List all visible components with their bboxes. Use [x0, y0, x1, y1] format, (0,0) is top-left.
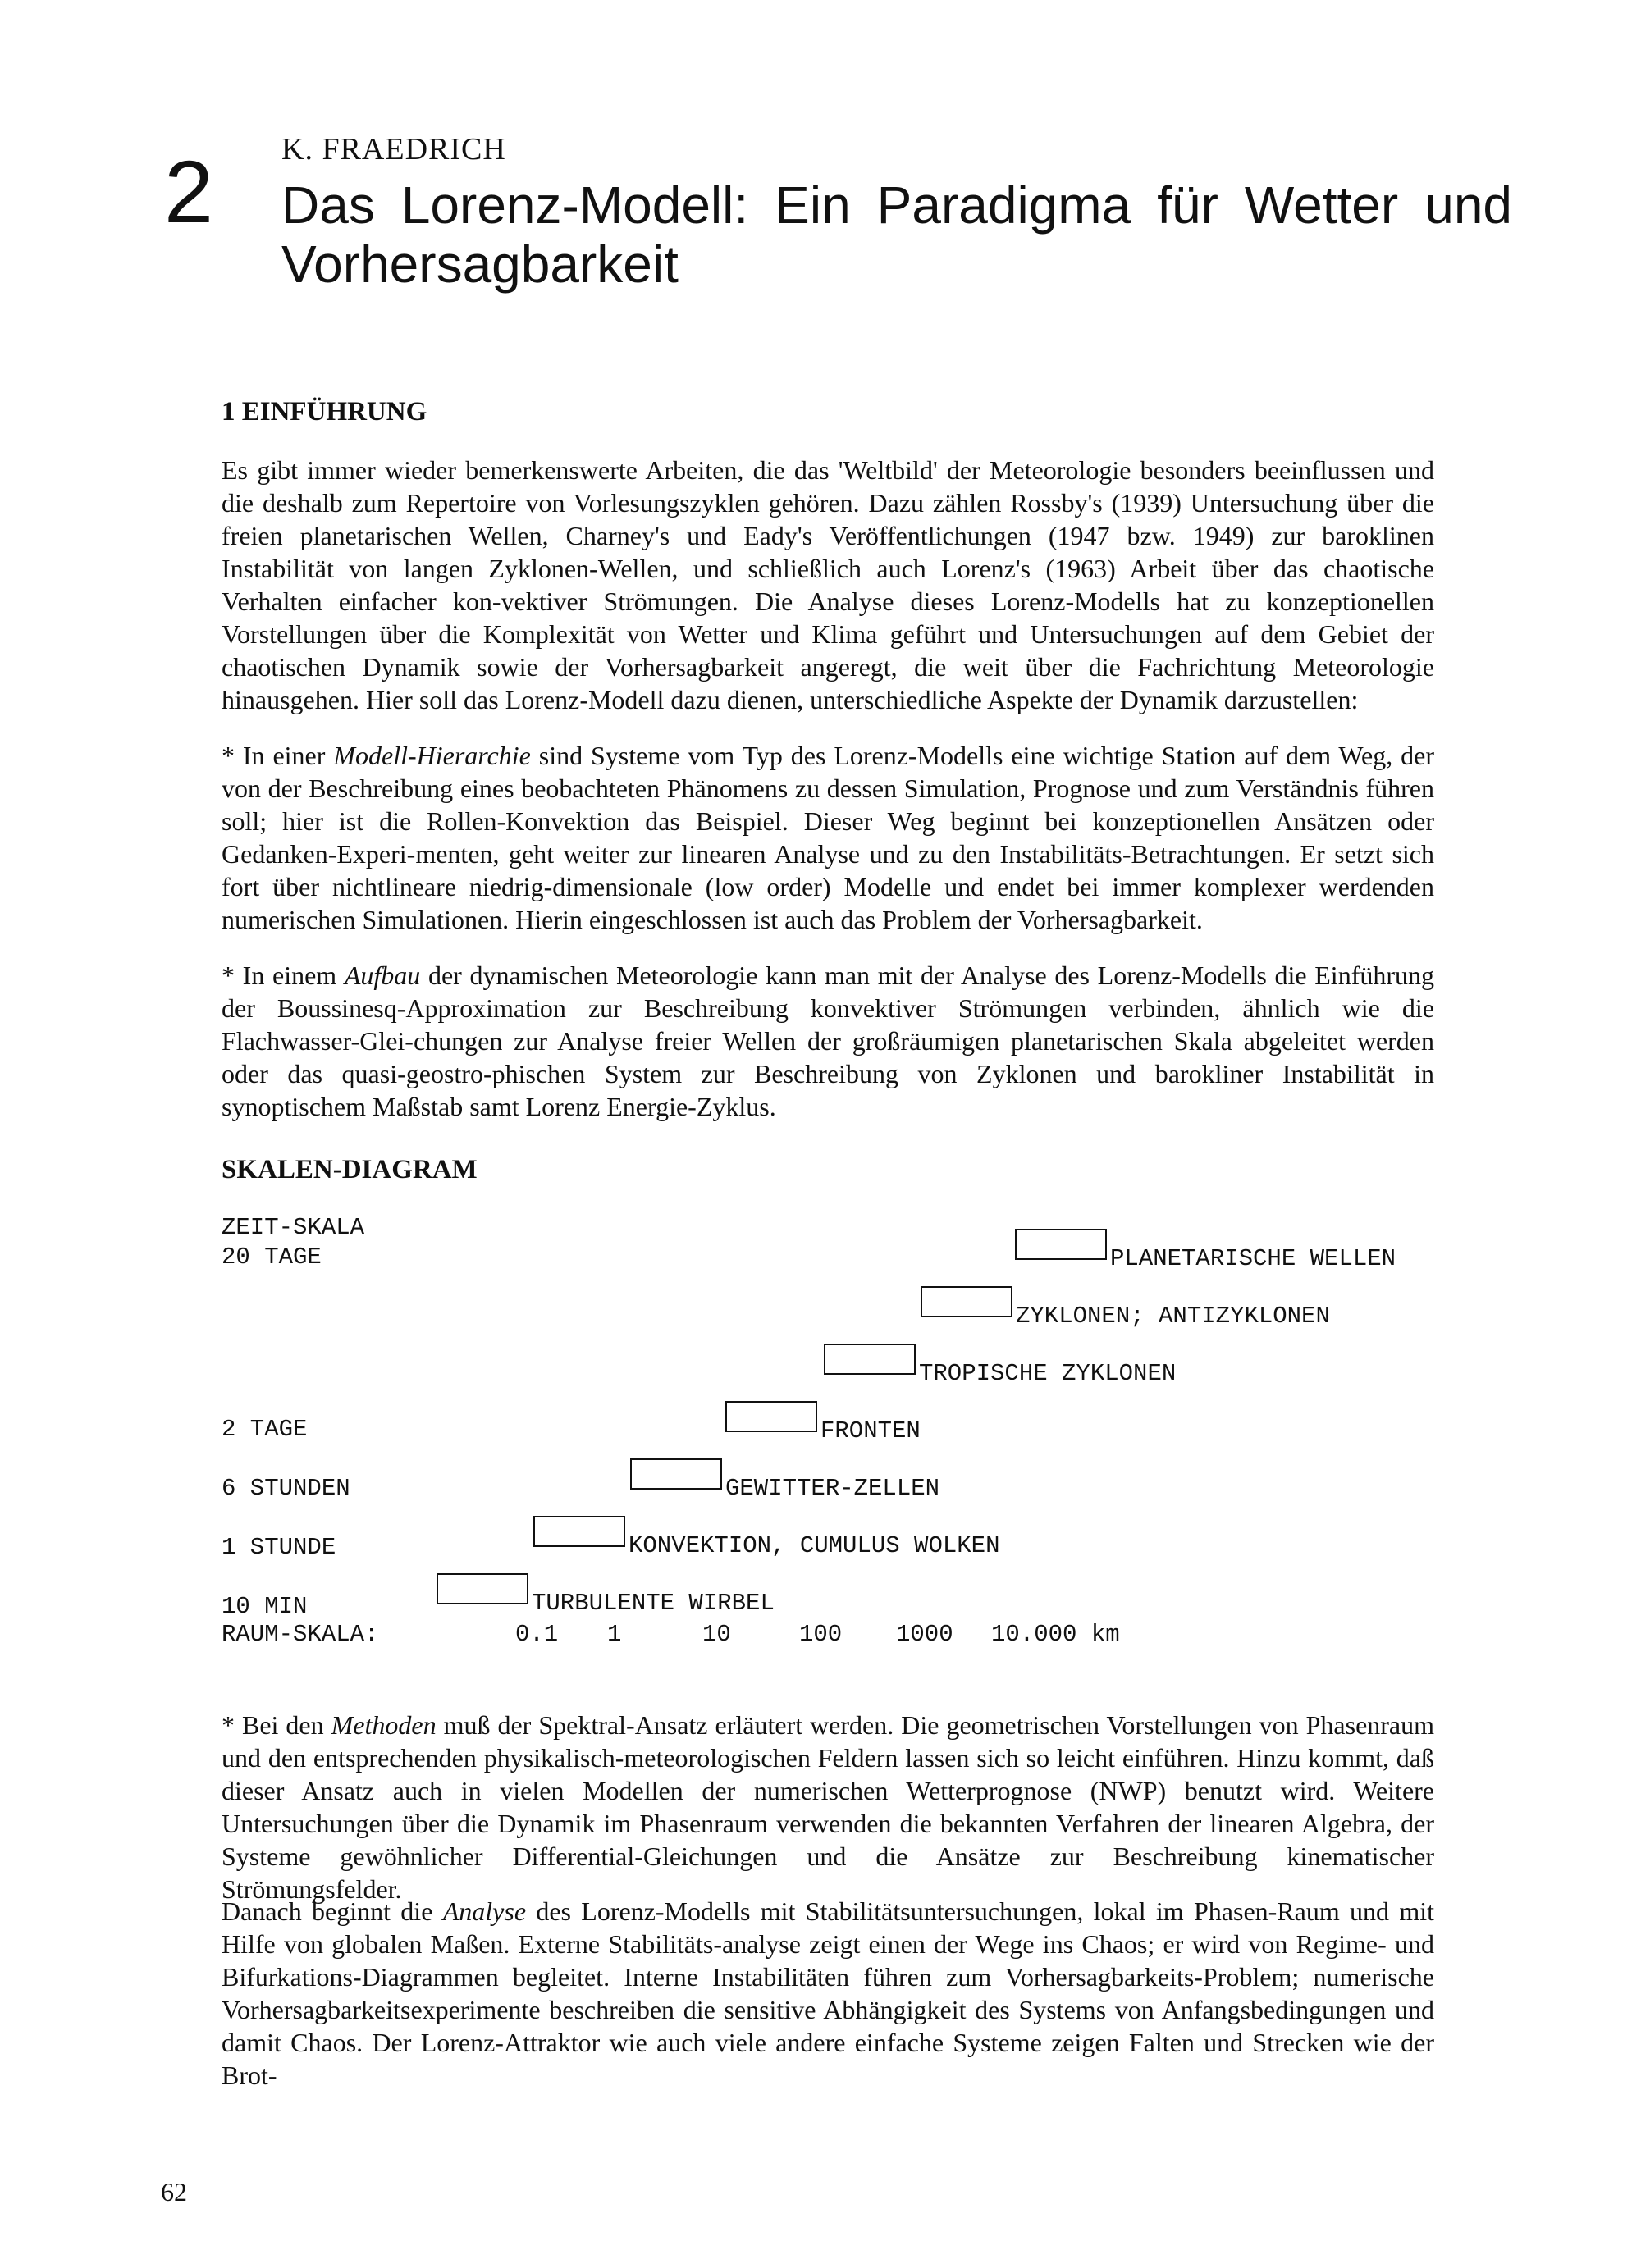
chapter-number: 2: [164, 142, 214, 241]
phenomenon-label: TROPISCHE ZYKLONEN: [919, 1360, 1177, 1387]
paragraph-methods: [222, 1709, 1434, 1905]
emphasis-term: Aufbau: [344, 961, 421, 990]
diagram-heading: SKALEN-DIAGRAM: [222, 1155, 478, 1184]
time-label: 2 TAGE: [222, 1416, 308, 1443]
phenomenon-label: PLANETARISCHE WELLEN: [1110, 1245, 1396, 1272]
time-label: 1 STUNDE: [222, 1534, 336, 1561]
scale-box-tropical-cyclones: [824, 1344, 916, 1375]
chapter-title-line-1: Das Lorenz-Modell: Ein Paradigma für Wetter und: [281, 176, 1512, 235]
space-axis-label: RAUM-SKALA:: [222, 1621, 379, 1648]
bullet-text: der dynamischen Meteorologie kann man mit der Analyse des Lorenz-Modells die Einführung der Boussinesq-Approximation zur Beschreibung konvektiver Strömungen verbinden, ähnlich wie die Flachwasser-Glei-chungen zur Analyse freier Wellen der großräumigen planetarischen Skala abgeleitet werden oder das quasi-geostro-phischen System zur Beschreibung von Zyklonen und barokliner Instabilität in synoptischem Maßstab samt Lorenz Energie-Zyklus.: [222, 961, 1435, 1121]
scale-box-fronts: [725, 1401, 817, 1432]
paragraph-model-hierarchy: [222, 739, 1434, 936]
phenomenon-label: FRONTEN: [820, 1417, 921, 1444]
space-tick-label: 10: [702, 1621, 731, 1648]
bullet-prefix: * In einer: [222, 741, 326, 770]
phenomenon-label: ZYKLONEN; ANTIZYKLONEN: [1016, 1303, 1330, 1330]
space-tick-label: 10.000 km: [991, 1621, 1120, 1648]
scale-box-convection: [533, 1516, 625, 1547]
paragraph-introduction: Es gibt immer wieder bemerkenswerte Arbeiten, die das 'Weltbild' der Meteorologie besonders beeinflussen und die deshalb zum Repertoire von Vorlesungszyklen gehören. Dazu zählen Rossby's (1939) Untersuchung über die freien planetarischen Wellen, Charney's und Eady's Veröffentlichungen (1947 bzw. 1949) zur baroklinen Instabilität von langen Zyklonen-Wellen, und schließlich auch Lorenz's (1963) Arbeit über das chaotische Verhalten einfacher kon-vektiver Strömungen. Die Analyse dieses Lorenz-Modells hat zu konzeptionellen Vorstellungen über die Komplexität von Wetter und Klima geführt und Untersuchungen auf dem Gebiet der chaotischen Dynamik sowie der Vorhersagbarkeit angeregt, die weit über die Fachrichtung Meteorologie hinausgehen. Hier soll das Lorenz-Modell dazu dienen, unterschiedliche Aspekte der Dynamik darzustellen:: [222, 455, 1434, 714]
paragraph-structure: [222, 959, 1434, 1123]
scale-box-planetary-waves: [1015, 1229, 1107, 1260]
space-tick-label: 1: [607, 1621, 622, 1648]
paragraph-prefix: Danach beginnt die: [222, 1896, 433, 1926]
phenomenon-label: GEWITTER-ZELLEN: [725, 1475, 940, 1502]
scale-box-turbulent-eddies: [437, 1573, 528, 1604]
page-number: 62: [161, 2177, 187, 2206]
time-label: 10 MIN: [222, 1593, 308, 1620]
scale-diagram: [222, 1216, 1452, 1659]
paragraph-analysis: [222, 1895, 1434, 2092]
time-axis-label: ZEIT-SKALA: [222, 1214, 365, 1241]
emphasis-term: Analyse: [442, 1896, 527, 1926]
author-name: K. FRAEDRICH: [281, 132, 506, 167]
scale-box-cyclones: [921, 1286, 1012, 1317]
space-tick-label: 100: [799, 1621, 843, 1648]
time-label: 6 STUNDEN: [222, 1475, 350, 1502]
scale-box-thunderstorm-cells: [630, 1458, 722, 1490]
space-tick-label: 1000: [896, 1621, 953, 1648]
section-heading-introduction: 1 EINFÜHRUNG: [222, 397, 427, 427]
chapter-title: [281, 176, 1512, 294]
time-label: 20 TAGE: [222, 1244, 322, 1271]
paragraph-text: des Lorenz-Modells mit Stabilitätsuntersuchungen, lokal im Phasen-Raum und mit Hilfe von globalen Maßen. Externe Stabilitäts-analyse zeigt einen der Wege ins Chaos; er wird von Regime- und Bifurkations-Diagrammen begleitet. Interne Instabilitäten führen zum Vorhersagbarkeits-Problem; numerische Vorhersagbarkeitsexperimente beschreiben die sensitive Abhängigkeit des Systems von Anfangsbedingungen und damit Chaos. Der Lorenz-Attraktor wie auch viele andere einfache Systeme zeigen Falten und Strecken wie der Brot-: [222, 1896, 1435, 2090]
phenomenon-label: TURBULENTE WIRBEL: [532, 1590, 775, 1617]
chapter-title-line-2: Vorhersagbarkeit: [281, 235, 679, 294]
space-tick-label: 0.1: [515, 1621, 559, 1648]
bullet-prefix: * In einem: [222, 961, 337, 990]
emphasis-term: Methoden: [331, 1710, 437, 1740]
bullet-text: muß der Spektral-Ansatz erläutert werden. Die geometrischen Vorstellungen von Phasenraum und den entsprechenden physikalisch-meteorologischen Feldern lassen sich so leicht einführen. Hinzu kommt, daß dieser Ansatz auch in vielen Modellen der numerischen Wetterprognose (NWP) benutzt wird. Weitere Untersuchungen über die Dynamik im Phasenraum verwenden die bekannten Verfahren der linearen Algebra, der Systeme gewöhnlicher Differential-Gleichungen und die Ansätze zur Beschreibung kinematischer Strömungsfelder.: [222, 1710, 1435, 1904]
bullet-text: sind Systeme vom Typ des Lorenz-Modells eine wichtige Station auf dem Weg, der von der Beschreibung eines beobachteten Phänomens zu dessen Simulation, Prognose und zum Verständnis führen soll; hier ist die Rollen-Konvektion das Beispiel. Dieser Weg beginnt bei konzeptionellen Ansätzen oder Gedanken-Experi-menten, geht weiter zur linearen Analyse und zu den Instabilitäts-Betrachtungen. Er setzt sich fort über nichtlineare niedrig-dimensionale (low order) Modelle und endet bei immer komplexer werdenden numerischen Simulationen. Hierin eingeschlossen ist auch das Problem der Vorhersagbarkeit.: [222, 741, 1435, 934]
phenomenon-label: KONVEKTION, CUMULUS WOLKEN: [629, 1532, 1000, 1559]
emphasis-term: Modell-Hierarchie: [333, 741, 531, 770]
bullet-prefix: * Bei den: [222, 1710, 324, 1740]
